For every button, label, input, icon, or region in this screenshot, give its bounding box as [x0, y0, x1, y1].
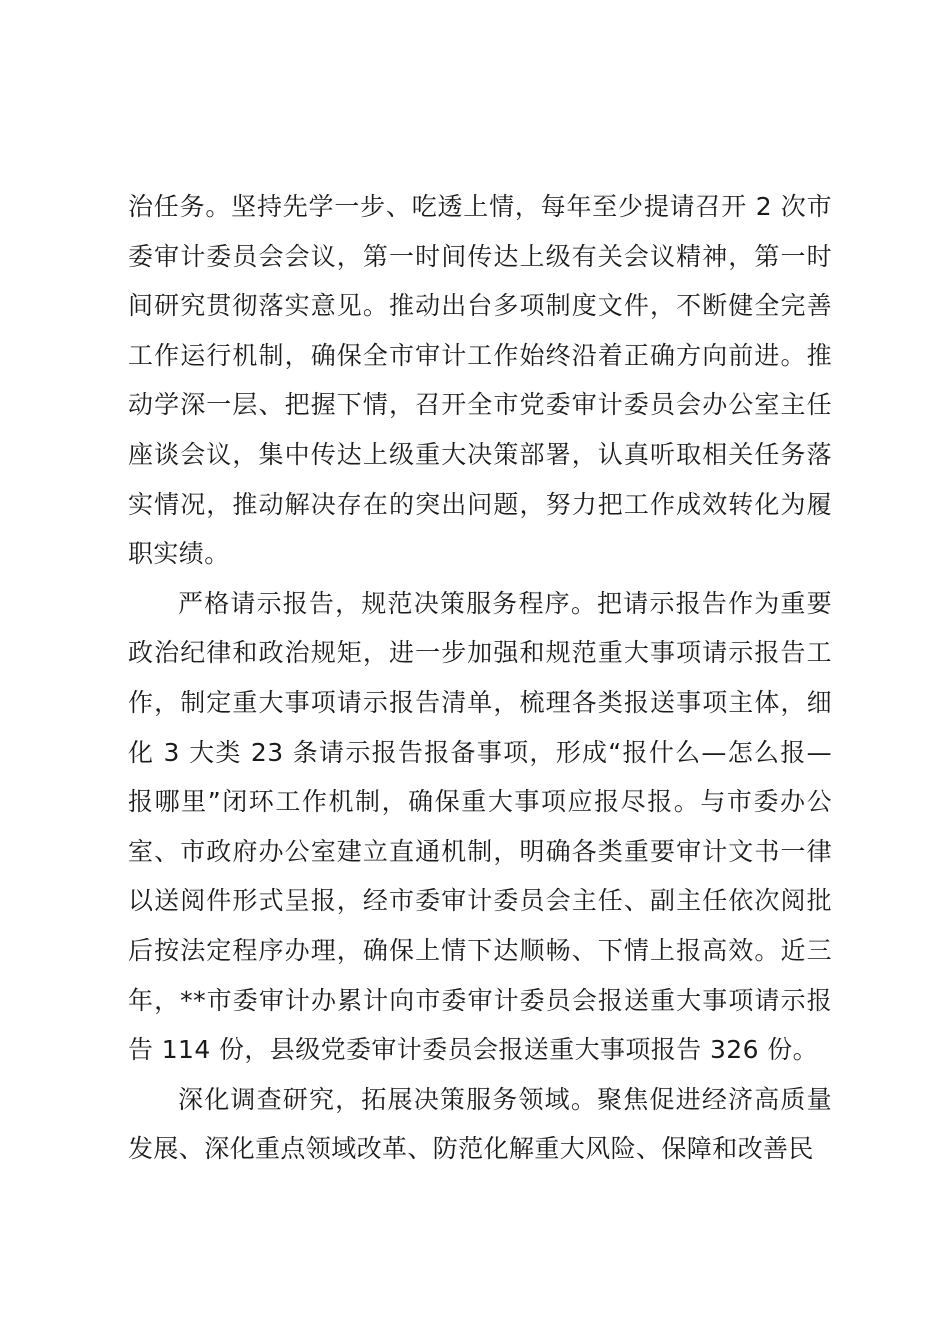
paragraph-research: 深化调查研究，拓展决策服务领域。聚焦促进经济高质量发展、深化重点领域改革、防范化解重大风险、保障和改善民	[128, 1084, 832, 1164]
paragraph-request-report: 严格请示报告，规范决策服务程序。把请示报告作为重要政治纪律和政治规矩，进一步加强和规范重大事项请示报告工作，制定重大事项请示报告清单，梳理各类报送事项主体，细化 3 大类 23 条请示报告报备事项，形成“报什么—怎么报—报哪里”闭环工作机制，确保重大事项应报尽报。与市委办公室、市政府办公室建立直通机制，明确各类重要审计文书一律以送阅件形式呈报，经市委审计委员会主任、副主任依次阅批后按法定程序办理，确保上情下达顺畅、下情上报高效。近三年，**市委审计办累计向市委审计委员会报送重大事项请示报告 114 份，县级党委审计委员会报送重大事项报告 326 份。	[128, 588, 832, 1065]
paragraph-continuation: 治任务。坚持先学一步、吃透上情，每年至少提请召开 2 次市委审计委员会会议，第一时间传达上级有关会议精神，第一时间研究贯彻落实意见。推动出台多项制度文件，不断健全完善工作运行机制，确保全市审计工作始终沿着正确方向前进。推动学深一层、把握下情，召开全市党委审计委员会办公室主任座谈会议，集中传达上级重大决策部署，认真听取相关任务落实情况，推动解决存在的突出问题，努力把工作成效转化为履职实绩。	[128, 192, 832, 569]
document-body	[128, 182, 832, 1174]
